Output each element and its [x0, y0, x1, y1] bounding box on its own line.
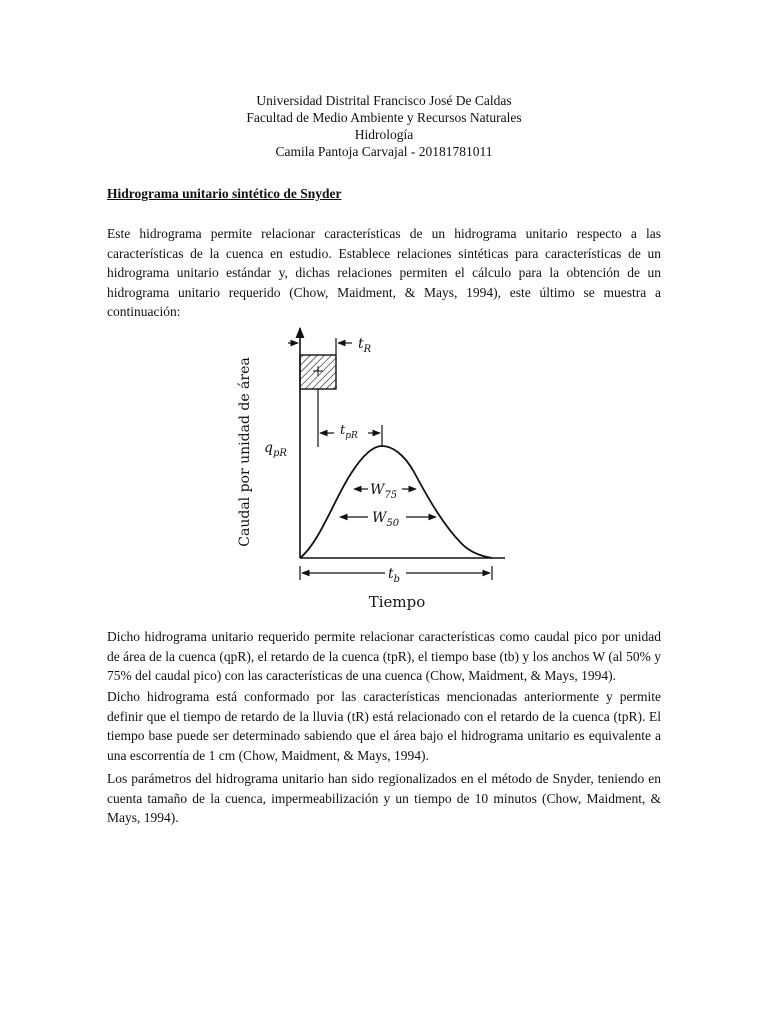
y-axis-label: Caudal por unidad de área	[237, 357, 253, 547]
snyder-hydrograph-figure	[230, 322, 510, 618]
subject-name: Hidrología	[354, 127, 414, 142]
label-W75: $W_{75}$	[370, 482, 398, 501]
label-tpR: $t_{pR}$	[340, 423, 358, 441]
section-title: Hidrograma unitario sintético de Snyder	[107, 186, 342, 201]
label-tb: $t_b$	[388, 566, 401, 585]
label-W50: $W_{50}$	[372, 510, 400, 529]
hydrograph-curve	[300, 446, 492, 558]
author-line: Camila Pantoja Carvajal - 20181781011	[275, 144, 493, 159]
faculty-name: Facultad de Medio Ambiente y Recursos Naturales	[246, 110, 522, 125]
x-axis-label: Tiempo	[368, 593, 426, 611]
document-header	[0, 92, 768, 160]
label-tR: $t_R$	[358, 336, 372, 355]
paragraph-intro: Este hidrograma permite relacionar características de un hidrograma unitario respecto a las características de la cuenca en estudio. Establece relaciones sintéticas para características de un hidrograma unitario estándar y, dichas relaciones permiten el cálculo para la obtención de un hidrograma unitario requerido (Chow, Maidment, & Mays, 1994), este último se muestra a continuación:	[107, 226, 661, 319]
label-qpR: $q_{pR}$	[264, 440, 287, 459]
university-name: Universidad Distrital Francisco José De Caldas	[256, 93, 512, 108]
paragraph-conformation: Dicho hidrograma está conformado por las características mencionadas anteriormente y permite definir que el tiempo de retardo de la lluvia (tR) está relacionado con el retardo de la cuenca (tpR). El tiempo base puede ser determinado sabiendo que el área bajo el hidrograma unitario es equivalente a una escorrentía de 1 cm (Chow, Maidment, & Mays, 1994).	[107, 689, 661, 763]
paragraph-regionalization: Los parámetros del hidrograma unitario han sido regionalizados en el método de Snyder, teniendo en cuenta tamaño de la cuenca, impermeabilización y un tiempo de 10 minutos (Chow, Maidment, & Mays, 1994).	[107, 771, 661, 825]
paragraph-characteristics: Dicho hidrograma unitario requerido permite relacionar características como caudal pico por unidad de área de la cuenca (qpR), el retardo de la cuenca (tpR), el tiempo base (tb) y los anchos W (al 50% y 75% del caudal pico) con las características de una cuenca (Chow, Maidment, & Mays, 1994).	[107, 629, 661, 683]
hydrograph-diagram	[230, 322, 510, 618]
